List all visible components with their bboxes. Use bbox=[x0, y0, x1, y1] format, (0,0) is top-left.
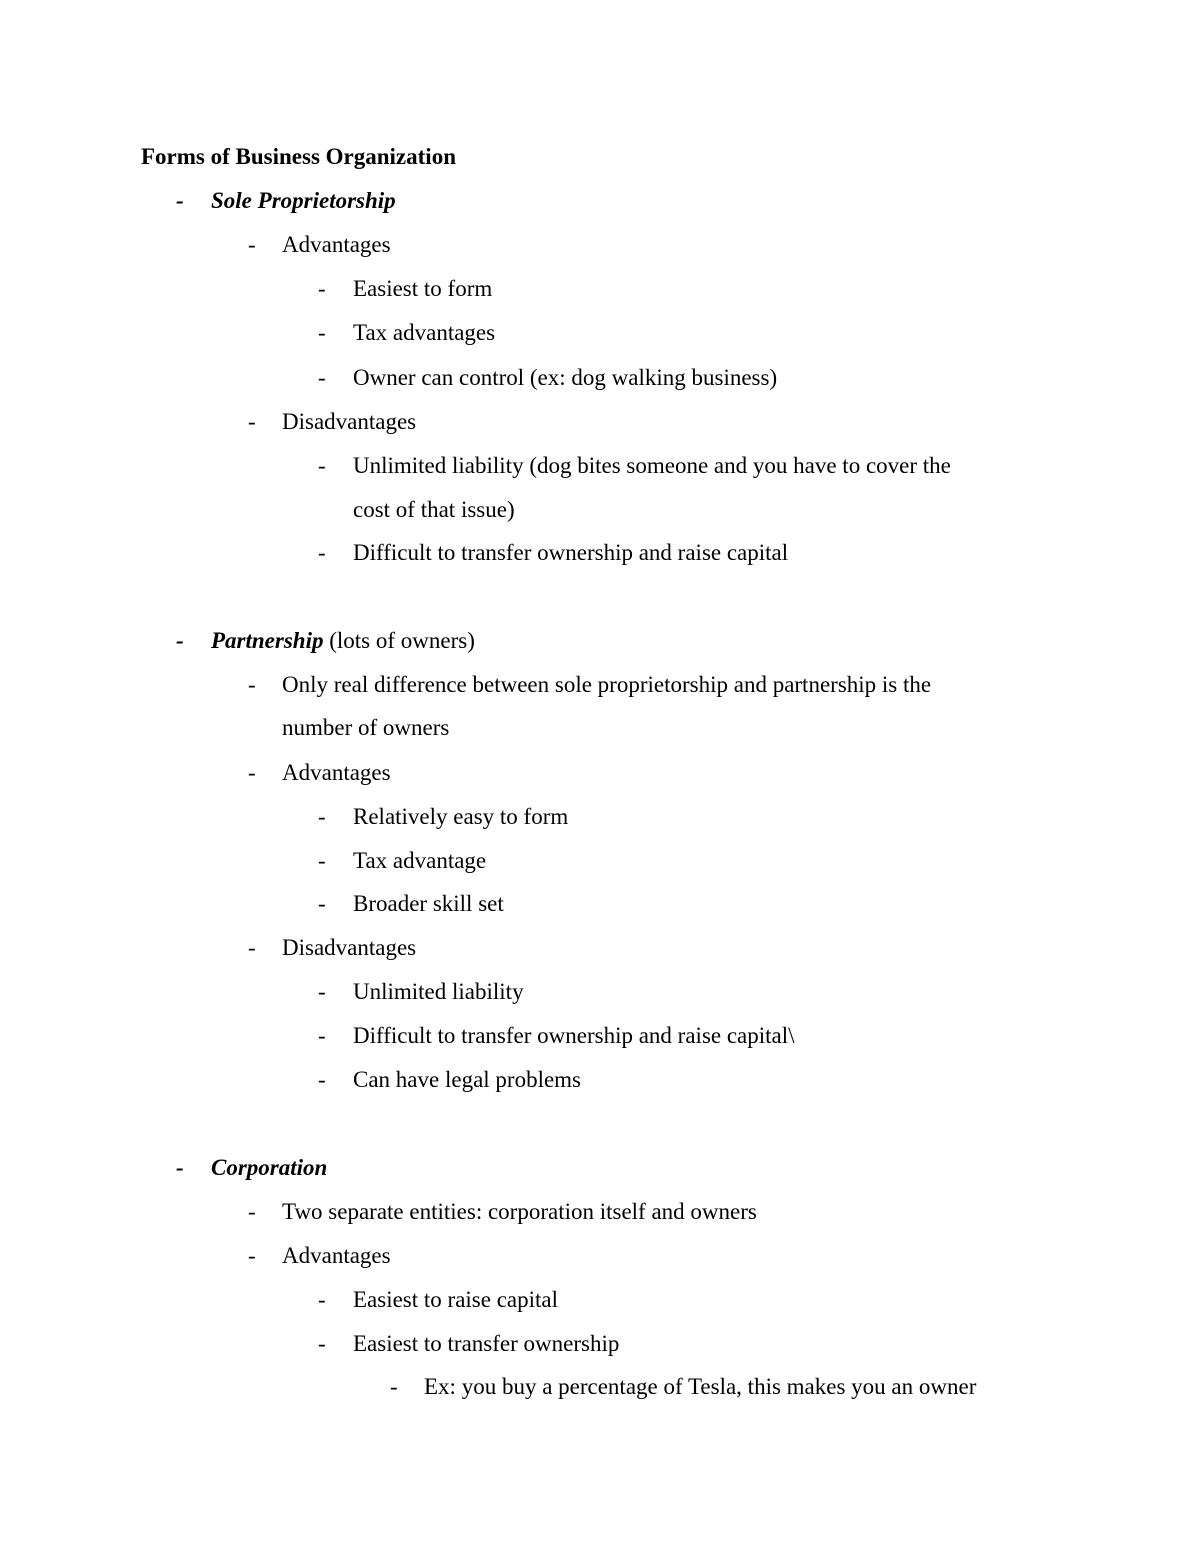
list-item: Tax advantages bbox=[353, 320, 496, 345]
list-item: Easiest to raise capital bbox=[353, 1287, 559, 1312]
list-bullet: - bbox=[248, 672, 256, 697]
section-heading-partnership-line bbox=[211, 626, 475, 656]
list-item: Ex: you buy a percentage of Tesla, this makes you an owner bbox=[424, 1374, 977, 1399]
list-item: Broader skill set bbox=[353, 891, 504, 916]
list-bullet: - bbox=[318, 1067, 326, 1092]
list-bullet: - bbox=[248, 232, 256, 257]
list-item: Easiest to form bbox=[353, 276, 493, 301]
list-bullet: - bbox=[318, 1331, 326, 1356]
section-heading-corporation: Corporation bbox=[211, 1155, 328, 1180]
list-item: Owner can control (ex: dog walking business) bbox=[353, 365, 778, 390]
list-item: Can have legal problems bbox=[353, 1067, 582, 1092]
list-bullet: - bbox=[318, 891, 326, 916]
list-bullet: - bbox=[318, 804, 326, 829]
corporation-advantages-label: Advantages bbox=[282, 1243, 391, 1268]
list-bullet: - bbox=[248, 760, 256, 785]
list-item: Two separate entities: corporation itself and owners bbox=[282, 1199, 757, 1224]
sole-advantages-label: Advantages bbox=[282, 232, 391, 257]
list-bullet: - bbox=[318, 1287, 326, 1312]
list-bullet: - bbox=[318, 276, 326, 301]
list-bullet: - bbox=[318, 453, 326, 478]
list-item-continuation: cost of that issue) bbox=[353, 497, 515, 522]
list-item: Unlimited liability bbox=[353, 979, 524, 1004]
list-bullet: - bbox=[318, 979, 326, 1004]
partnership-advantages-label: Advantages bbox=[282, 760, 391, 785]
list-bullet: - bbox=[318, 365, 326, 390]
list-item-continuation: number of owners bbox=[282, 715, 450, 740]
list-bullet: - bbox=[318, 540, 326, 565]
sole-disadvantages-label: Disadvantages bbox=[282, 409, 417, 434]
list-bullet: - bbox=[318, 848, 326, 873]
list-item: Only real difference between sole proprietorship and partnership is the bbox=[282, 672, 932, 697]
section-bullet: - bbox=[176, 188, 184, 213]
section-bullet: - bbox=[176, 628, 184, 653]
list-item: Difficult to transfer ownership and raise capital bbox=[353, 540, 789, 565]
section-heading-partnership: Partnership bbox=[211, 628, 324, 653]
section-heading-sole-proprietorship: Sole Proprietorship bbox=[211, 188, 396, 213]
list-bullet: - bbox=[318, 1023, 326, 1048]
section-bullet: - bbox=[176, 1155, 184, 1180]
list-bullet: - bbox=[248, 935, 256, 960]
list-item: Easiest to transfer ownership bbox=[353, 1331, 620, 1356]
section-heading-note: (lots of owners) bbox=[323, 628, 475, 653]
partnership-disadvantages-label: Disadvantages bbox=[282, 935, 417, 960]
document-title: Forms of Business Organization bbox=[141, 144, 456, 169]
list-bullet: - bbox=[248, 1243, 256, 1268]
list-item: Tax advantage bbox=[353, 848, 487, 873]
list-bullet: - bbox=[318, 320, 326, 345]
list-bullet: - bbox=[248, 1199, 256, 1224]
list-bullet: - bbox=[248, 409, 256, 434]
list-item: Difficult to transfer ownership and raise capital\ bbox=[353, 1023, 795, 1048]
list-item: Relatively easy to form bbox=[353, 804, 569, 829]
list-bullet: - bbox=[390, 1374, 398, 1399]
list-item: Unlimited liability (dog bites someone and you have to cover the bbox=[353, 453, 951, 478]
